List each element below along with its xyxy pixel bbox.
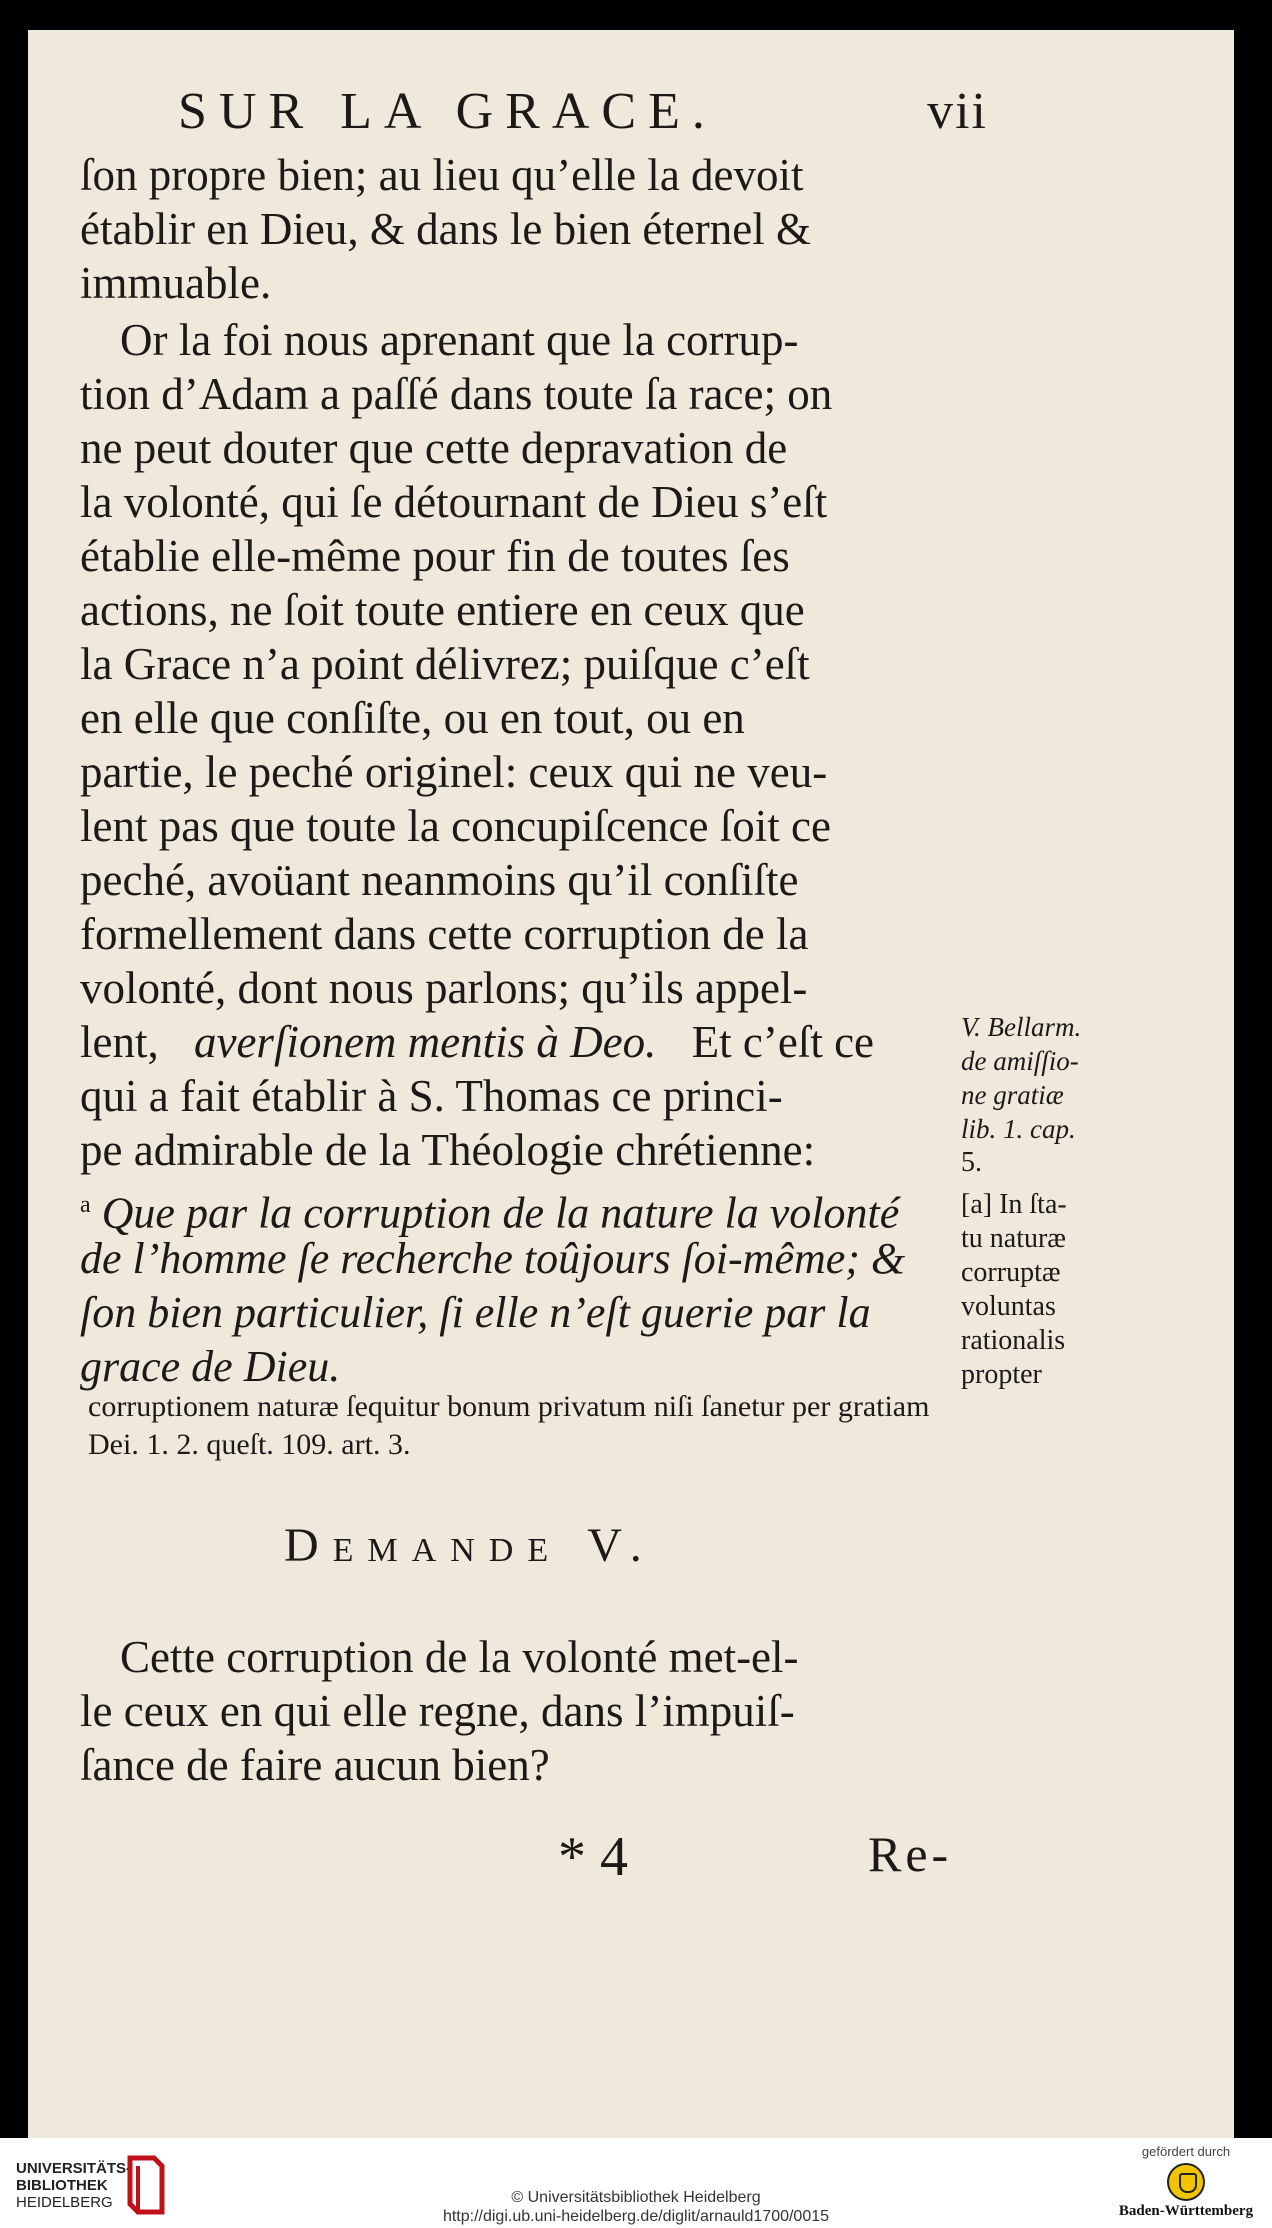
library-name-line: BIBLIOTHEK — [16, 2177, 108, 2194]
margin-line: propter — [961, 1359, 1042, 1390]
text-line: ne peut douter que cette depravation de — [80, 423, 788, 473]
marginal-reference-bellarmine — [961, 1010, 1161, 1180]
quote-line: ſon bien particulier, ſi elle n’eſt guerie par la — [80, 1288, 871, 1337]
paragraph-main — [80, 313, 970, 1177]
folio-number: vii — [927, 83, 988, 140]
library-name-line: HEIDELBERG — [16, 2194, 113, 2211]
text-line: le ceux en qui elle regne, dans l’impuiſ- — [80, 1686, 795, 1736]
text-line: ſance de faire aucun bien? — [80, 1740, 550, 1790]
text-line: partie, le peché originel: ceux qui ne veu- — [80, 747, 828, 797]
catchword: Re- — [868, 1826, 953, 1882]
text-line: la volonté, qui ſe détournant de Dieu s’eſt — [80, 477, 828, 527]
quote-line — [80, 1178, 970, 1238]
text-line: immuable. — [80, 258, 272, 308]
running-header — [178, 82, 988, 141]
footnote-marker: a — [80, 1192, 91, 1218]
quote-line: de l’homme ſe recherche toûjours ſoi-même; & — [80, 1234, 906, 1283]
text-line: lent pas que toute la concupiſcence ſoit ce — [80, 801, 831, 851]
margin-line: rationalis — [961, 1325, 1066, 1356]
margin-line: lib. 1. cap. — [961, 1114, 1076, 1144]
paragraph-continuation — [80, 148, 970, 310]
latin-phrase: averſionem mentis à Deo. — [193, 1017, 657, 1067]
quote-line: grace de Dieu. — [80, 1342, 341, 1391]
text-line: Or la foi nous aprenant que la corrup- — [120, 315, 799, 365]
viewer-footer — [0, 2138, 1272, 2228]
running-title: SUR LA GRACE. — [178, 83, 717, 140]
question-paragraph — [80, 1630, 970, 1792]
text-line: tion d’Adam a paſſé dans toute ſa race; on — [80, 369, 833, 419]
margin-line: corruptæ — [961, 1257, 1061, 1288]
text-fragment: Et c’eſt ce — [691, 1017, 875, 1067]
margin-line: de amiſſio- — [961, 1046, 1079, 1076]
section-heading: Demande V. — [284, 1519, 656, 1572]
footnote-line: Dei. 1. 2. queſt. 109. art. 3. — [88, 1428, 411, 1461]
sponsor-label: gefördert durch — [1141, 2144, 1231, 2159]
text-line: formellement dans cette corruption de la — [80, 909, 809, 959]
margin-line: [a] In ſta- — [961, 1189, 1067, 1220]
footnote — [88, 1388, 1208, 1464]
text-line: actions, ne ſoit toute entiere en ceux que — [80, 585, 805, 635]
text-line: la Grace n’a point délivrez; puiſque c’eſt — [80, 639, 810, 689]
text-line: Cette corruption de la volonté met-el- — [120, 1632, 799, 1682]
text-fragment: lent, — [80, 1017, 159, 1067]
text-line: en elle que conſiſte, ou en tout, ou en — [80, 693, 745, 743]
quote-text: Que par la corruption de la nature la volonté — [101, 1188, 900, 1238]
copyright-notice — [0, 2188, 1272, 2226]
margin-line: voluntas — [961, 1291, 1056, 1322]
text-line: établie elle-même pour fin de toutes ſes — [80, 531, 790, 581]
margin-line: tu naturæ — [961, 1223, 1066, 1254]
text-line: pe admirable de la Théologie chrétienne: — [80, 1125, 816, 1175]
scanned-page — [28, 30, 1234, 2138]
text-line-with-latin — [80, 1015, 970, 1069]
marginal-note-latin — [961, 1188, 1161, 1392]
margin-line: V. Bellarm. — [961, 1012, 1082, 1042]
text-line: qui a fait établir à S. Thomas ce princi- — [80, 1071, 783, 1121]
margin-line: ne gratiæ — [961, 1080, 1064, 1110]
footnote-line: corruptionem naturæ ſequitur bonum privatum niſi ſanetur per gratiam — [88, 1390, 930, 1423]
signature-mark: * 4 — [558, 1826, 628, 1888]
library-name-line: UNIVERSITÄTS- — [16, 2160, 132, 2177]
copyright-text: © Universitätsbibliothek Heidelberg — [511, 2189, 761, 2206]
permalink[interactable]: http://digi.ub.uni-heidelberg.de/diglit/arnauld1700/0015 — [442, 2208, 830, 2225]
sponsor-block[interactable] — [1116, 2144, 1256, 2220]
text-line: volonté, dont nous parlons; qu’ils appel- — [80, 963, 808, 1013]
aquinas-quote — [80, 1178, 970, 1394]
text-line: établir en Dieu, & dans le bien éternel & — [80, 204, 811, 254]
sponsor-name: Baden-Württemberg — [1118, 2203, 1254, 2219]
text-line: ſon propre bien; au lieu qu’elle la devoit — [80, 150, 804, 200]
text-line: peché, avoüant neanmoins qu’il conſiſte — [80, 855, 799, 905]
state-seal-icon — [1167, 2163, 1205, 2201]
margin-line: 5. — [961, 1147, 982, 1178]
